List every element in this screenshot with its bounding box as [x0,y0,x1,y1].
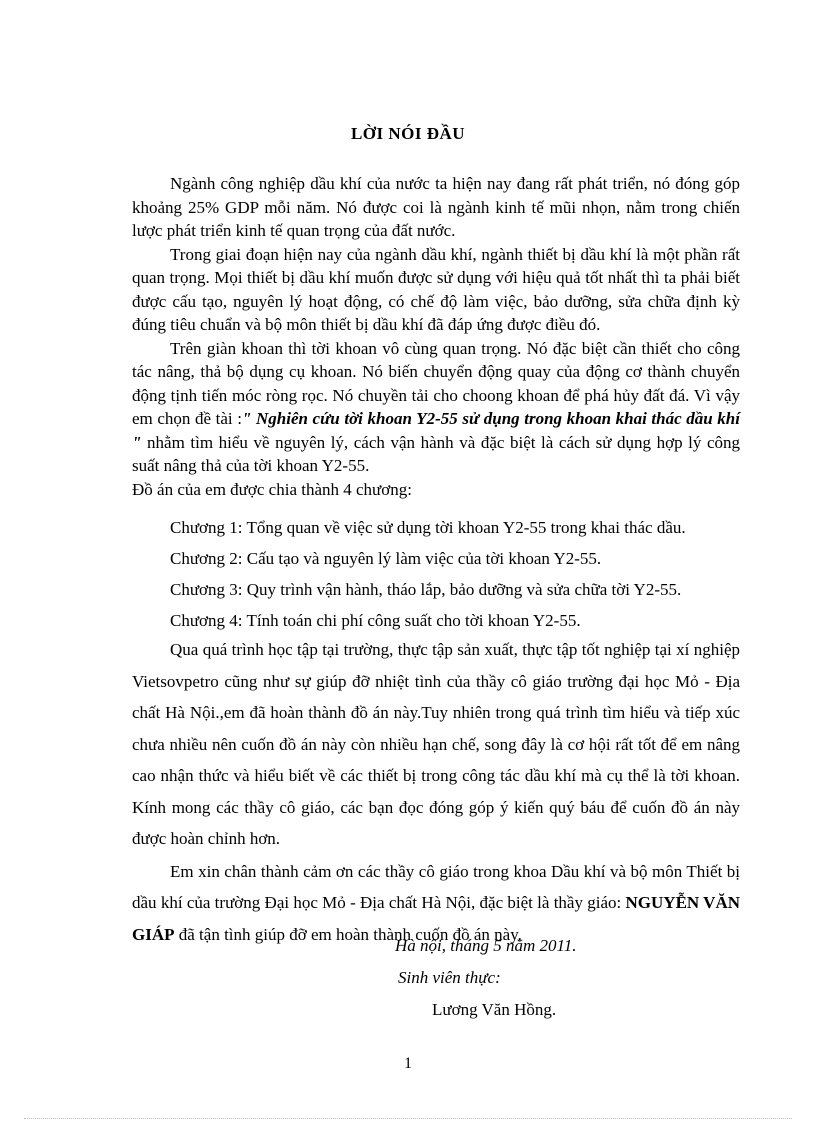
chapter-list [132,517,740,641]
topic-trailing-text: nhằm tìm hiểu về nguyên lý, cách vận hành và đặc biệt là cách sử dụng hợp lý công suất nâng thả của tời khoan Y2-55. [132,432,740,475]
chapter-item: Chương 1: Tổng quan về việc sử dụng tời khoan Y2-55 trong khai thác dầu. [170,518,686,537]
intro-section [132,172,740,501]
document-title: LỜI NÓI ĐẦU [350,124,466,143]
page-boundary-line [24,1118,792,1119]
chapter-item: Chương 3: Quy trình vận hành, tháo lắp, bảo dưỡng và sửa chữa tời Y2-55. [170,580,682,599]
closing-section [132,634,740,950]
chapter-item: Chương 2: Cấu tạo và nguyên lý làm việc của tời khoan Y2-55. [170,549,602,568]
topic-lead-text: Trên giàn khoan thì tời khoan vô cùng quan trọng. Nó đặc biệt cần thiết cho công tác nâng, thả bộ dụng cụ khoan. Nó biến chuyển động quay của động cơ thành chuyển động tịnh tiến móc ròng rọc. Nó chuyền tải cho choong khoan để phá hủy đất đá. Vì vậy em chọn đề tài : [132,338,740,428]
paragraph-industry: Ngành công nghiệp dầu khí của nước ta hiện nay đang rất phát triển, nó đóng góp khoảng 25% GDP mỗi năm. Nó được coi là ngành kinh tế mũi nhọn, nằm trong chiến lược phát triển kinh tế quan trọng của đất nước. [132,174,740,240]
topic-title: " Nghiên cứu tời khoan Y2-55 sử dụng trong khoan khai thác dầu khí " [132,409,740,452]
thanks-text: Em xin chân thành cảm ơn các thầy cô giáo trong khoa Dầu khí và bộ môn Thiết bị dầu khí của trường Đại học Mỏ - Địa chất Hà Nội, đặc biệt là thầy giáo: [132,861,740,912]
chapter-item: Chương 4: Tính toán chi phí công suất cho tời khoan Y2-55. [170,611,581,630]
paragraph-topic [132,337,740,478]
page-number: 1 [404,1055,412,1072]
paragraph-equipment: Trong giai đoạn hiện nay của ngành dầu khí, ngành thiết bị dầu khí là một phần rất quan trọng. Mọi thiết bị dầu khí muốn được sử dụng với hiệu quả tốt nhất thì ta phải biết được cấu tạo, nguyên lý hoạt động, có chế độ làm việc, bảo dưỡng, sửa chữa định kỳ đúng tiêu chuẩn và bộ môn thiết bị dầu khí đã đáp ứng được điều đó. [132,244,740,334]
signature-date: Hà nội, tháng 5 năm 2011. [395,936,577,955]
paragraph-study: Qua quá trình học tập tại trường, thực tập sản xuất, thực tập tốt nghiệp tại xí nghiệp Vietsovpetro cũng như sự giúp đỡ nhiệt tình của thầy cô giáo trường đại học Mỏ - Địa chất Hà Nội.,em đã hoàn thành đồ án này.Tuy nhiên trong quá trình tìm hiểu và tiếp xúc chưa nhiều nên cuốn đồ án này còn nhiều hạn chế, song đây là cơ hội rất tốt để em nâng cao nhận thức và hiểu biết về các thiết bị trong công tác dầu khí mà cụ thể là tời khoan. Kính mong các thầy cô giáo, các bạn đọc đóng góp ý kiến quý báu để cuốn đồ án này được hoàn chỉnh hơn. [132,640,740,848]
signature-name: Lương Văn Hồng. [432,1000,557,1019]
teacher-name: NGUYỄN VĂN GIÁP [132,893,740,944]
thanks-trailing-text: đã tận tình giúp đỡ em hoàn thành cuốn đồ án này. [174,924,522,944]
signature-role: Sinh viên thực: [398,968,501,987]
structure-intro: Đồ án của em được chia thành 4 chương: [132,479,412,499]
